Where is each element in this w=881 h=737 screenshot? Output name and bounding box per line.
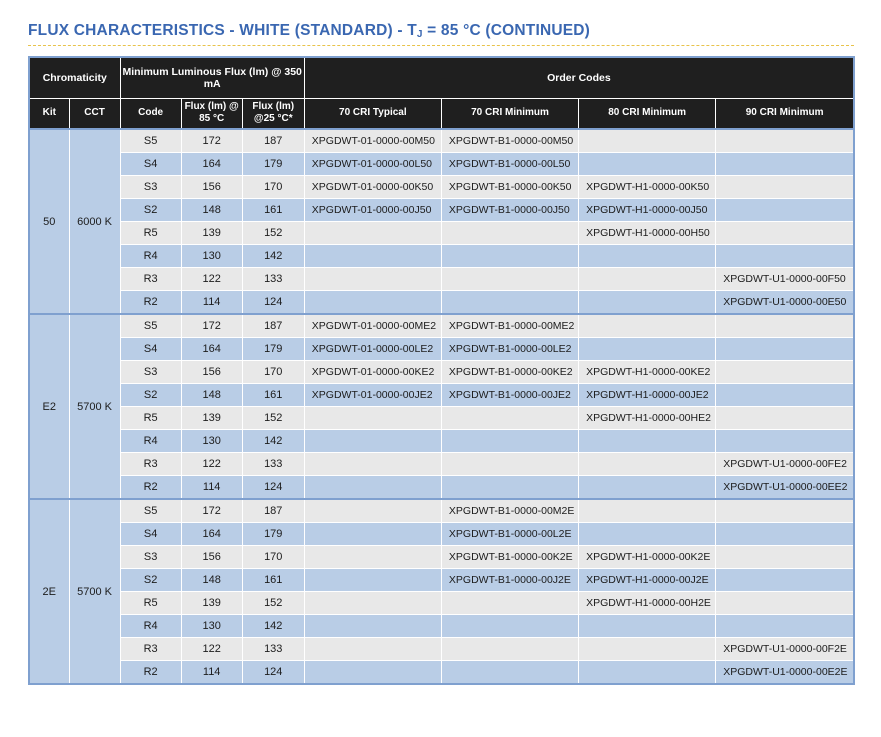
order-code-80-cri-minimum: XPGDWT-H1-0000-00H50 bbox=[579, 222, 716, 245]
flux-25-cell: 179 bbox=[242, 153, 304, 176]
order-code-90-cri-minimum bbox=[716, 176, 854, 199]
code-cell: R4 bbox=[120, 615, 181, 638]
order-code-70-cri-typical bbox=[304, 523, 441, 546]
order-code-80-cri-minimum bbox=[579, 268, 716, 291]
table-row bbox=[29, 314, 854, 338]
flux-25-cell: 124 bbox=[242, 661, 304, 685]
flux-25-cell: 170 bbox=[242, 546, 304, 569]
table-row bbox=[29, 338, 854, 361]
flux-table bbox=[28, 56, 855, 685]
flux-25-cell: 152 bbox=[242, 222, 304, 245]
flux-25-cell: 187 bbox=[242, 129, 304, 153]
order-code-80-cri-minimum bbox=[579, 129, 716, 153]
order-code-70-cri-minimum: XPGDWT-B1-0000-00J50 bbox=[441, 199, 578, 222]
flux-25-cell: 152 bbox=[242, 592, 304, 615]
order-code-80-cri-minimum: XPGDWT-H1-0000-00HE2 bbox=[579, 407, 716, 430]
order-code-90-cri-minimum bbox=[716, 384, 854, 407]
flux-85-cell: 172 bbox=[181, 129, 242, 153]
code-cell: S3 bbox=[120, 361, 181, 384]
order-code-70-cri-typical bbox=[304, 638, 441, 661]
flux-25-cell: 179 bbox=[242, 523, 304, 546]
code-cell: S4 bbox=[120, 523, 181, 546]
code-cell: S5 bbox=[120, 499, 181, 523]
table-row bbox=[29, 523, 854, 546]
flux-25-cell: 142 bbox=[242, 430, 304, 453]
order-code-70-cri-typical bbox=[304, 245, 441, 268]
header-min-flux: Minimum Luminous Flux (lm) @ 350 mA bbox=[120, 57, 304, 98]
cct-cell: 5700 K bbox=[69, 314, 120, 499]
order-code-90-cri-minimum bbox=[716, 407, 854, 430]
order-code-90-cri-minimum: XPGDWT-U1-0000-00FE2 bbox=[716, 453, 854, 476]
order-code-80-cri-minimum bbox=[579, 153, 716, 176]
table-row bbox=[29, 476, 854, 500]
order-code-80-cri-minimum: XPGDWT-H1-0000-00J2E bbox=[579, 569, 716, 592]
flux-85-cell: 114 bbox=[181, 661, 242, 685]
order-code-70-cri-minimum: XPGDWT-B1-0000-00LE2 bbox=[441, 338, 578, 361]
flux-25-cell: 170 bbox=[242, 176, 304, 199]
order-code-70-cri-typical bbox=[304, 546, 441, 569]
order-code-80-cri-minimum: XPGDWT-H1-0000-00J50 bbox=[579, 199, 716, 222]
title-subscript: J bbox=[416, 29, 423, 40]
table-row bbox=[29, 453, 854, 476]
flux-25-cell: 142 bbox=[242, 615, 304, 638]
order-code-70-cri-typical: XPGDWT-01-0000-00L50 bbox=[304, 153, 441, 176]
code-cell: R3 bbox=[120, 453, 181, 476]
order-code-70-cri-minimum: XPGDWT-B1-0000-00J2E bbox=[441, 569, 578, 592]
order-code-80-cri-minimum: XPGDWT-H1-0000-00JE2 bbox=[579, 384, 716, 407]
order-code-80-cri-minimum: XPGDWT-H1-0000-00KE2 bbox=[579, 361, 716, 384]
table-row bbox=[29, 361, 854, 384]
table-row bbox=[29, 176, 854, 199]
order-code-70-cri-typical bbox=[304, 592, 441, 615]
flux-85-cell: 139 bbox=[181, 407, 242, 430]
title-divider bbox=[28, 45, 854, 46]
table-row bbox=[29, 291, 854, 315]
order-code-70-cri-minimum: XPGDWT-B1-0000-00JE2 bbox=[441, 384, 578, 407]
order-code-70-cri-minimum bbox=[441, 430, 578, 453]
order-code-70-cri-typical: XPGDWT-01-0000-00K50 bbox=[304, 176, 441, 199]
header-code: Code bbox=[120, 98, 181, 129]
table-row bbox=[29, 268, 854, 291]
order-code-70-cri-typical bbox=[304, 499, 441, 523]
flux-85-cell: 156 bbox=[181, 176, 242, 199]
order-code-90-cri-minimum: XPGDWT-U1-0000-00F50 bbox=[716, 268, 854, 291]
flux-85-cell: 122 bbox=[181, 453, 242, 476]
kit-cell: 50 bbox=[29, 129, 69, 314]
order-code-70-cri-minimum: XPGDWT-B1-0000-00K2E bbox=[441, 546, 578, 569]
header-cct: CCT bbox=[69, 98, 120, 129]
order-code-80-cri-minimum bbox=[579, 638, 716, 661]
code-cell: R3 bbox=[120, 638, 181, 661]
flux-25-cell: 133 bbox=[242, 638, 304, 661]
flux-25-cell: 124 bbox=[242, 291, 304, 315]
flux-85-cell: 130 bbox=[181, 430, 242, 453]
order-code-70-cri-minimum bbox=[441, 638, 578, 661]
order-code-80-cri-minimum bbox=[579, 499, 716, 523]
table-row bbox=[29, 615, 854, 638]
order-code-70-cri-minimum bbox=[441, 453, 578, 476]
flux-85-cell: 164 bbox=[181, 523, 242, 546]
order-code-90-cri-minimum bbox=[716, 430, 854, 453]
table-row bbox=[29, 245, 854, 268]
table-body bbox=[29, 129, 854, 684]
kit-cell: E2 bbox=[29, 314, 69, 499]
flux-85-cell: 130 bbox=[181, 615, 242, 638]
flux-85-cell: 139 bbox=[181, 592, 242, 615]
table-row bbox=[29, 569, 854, 592]
order-code-90-cri-minimum bbox=[716, 615, 854, 638]
order-code-70-cri-typical bbox=[304, 268, 441, 291]
order-code-80-cri-minimum: XPGDWT-H1-0000-00K50 bbox=[579, 176, 716, 199]
flux-85-cell: 172 bbox=[181, 499, 242, 523]
order-code-80-cri-minimum bbox=[579, 453, 716, 476]
table-row bbox=[29, 430, 854, 453]
code-cell: S2 bbox=[120, 569, 181, 592]
order-code-70-cri-minimum bbox=[441, 476, 578, 500]
flux-25-cell: 179 bbox=[242, 338, 304, 361]
code-cell: S5 bbox=[120, 129, 181, 153]
order-code-70-cri-minimum bbox=[441, 245, 578, 268]
order-code-70-cri-typical: XPGDWT-01-0000-00KE2 bbox=[304, 361, 441, 384]
order-code-70-cri-typical bbox=[304, 291, 441, 315]
table-row bbox=[29, 661, 854, 685]
code-cell: R2 bbox=[120, 661, 181, 685]
order-code-90-cri-minimum bbox=[716, 153, 854, 176]
order-code-90-cri-minimum: XPGDWT-U1-0000-00E50 bbox=[716, 291, 854, 315]
header-80-cri-minimum: 80 CRI Minimum bbox=[579, 98, 716, 129]
flux-85-cell: 156 bbox=[181, 546, 242, 569]
code-cell: R4 bbox=[120, 430, 181, 453]
flux-25-cell: 161 bbox=[242, 199, 304, 222]
order-code-70-cri-typical: XPGDWT-01-0000-00JE2 bbox=[304, 384, 441, 407]
flux-25-cell: 152 bbox=[242, 407, 304, 430]
title-suffix: = 85 °C (CONTINUED) bbox=[422, 22, 591, 39]
order-code-90-cri-minimum bbox=[716, 523, 854, 546]
flux-85-cell: 130 bbox=[181, 245, 242, 268]
flux-25-cell: 170 bbox=[242, 361, 304, 384]
flux-85-cell: 164 bbox=[181, 338, 242, 361]
order-code-90-cri-minimum bbox=[716, 361, 854, 384]
order-code-80-cri-minimum bbox=[579, 523, 716, 546]
order-code-70-cri-minimum bbox=[441, 407, 578, 430]
table-row bbox=[29, 407, 854, 430]
order-code-70-cri-typical bbox=[304, 615, 441, 638]
code-cell: S4 bbox=[120, 338, 181, 361]
page-title bbox=[28, 22, 590, 40]
order-code-70-cri-minimum: XPGDWT-B1-0000-00M50 bbox=[441, 129, 578, 153]
order-code-70-cri-minimum bbox=[441, 661, 578, 685]
order-code-70-cri-minimum: XPGDWT-B1-0000-00ME2 bbox=[441, 314, 578, 338]
flux-85-cell: 122 bbox=[181, 268, 242, 291]
order-code-70-cri-minimum: XPGDWT-B1-0000-00M2E bbox=[441, 499, 578, 523]
order-code-70-cri-typical bbox=[304, 569, 441, 592]
flux-85-cell: 148 bbox=[181, 384, 242, 407]
code-cell: S4 bbox=[120, 153, 181, 176]
kit-cell: 2E bbox=[29, 499, 69, 684]
order-code-90-cri-minimum bbox=[716, 129, 854, 153]
flux-85-cell: 148 bbox=[181, 199, 242, 222]
header-flux-85: Flux (lm) @ 85 °C bbox=[181, 98, 242, 129]
code-cell: S3 bbox=[120, 546, 181, 569]
code-cell: S5 bbox=[120, 314, 181, 338]
order-code-70-cri-typical bbox=[304, 407, 441, 430]
title-prefix: FLUX CHARACTERISTICS - WHITE (STANDARD) - T bbox=[28, 22, 417, 39]
table-row bbox=[29, 129, 854, 153]
order-code-70-cri-minimum bbox=[441, 592, 578, 615]
flux-85-cell: 114 bbox=[181, 291, 242, 315]
order-code-70-cri-typical: XPGDWT-01-0000-00LE2 bbox=[304, 338, 441, 361]
order-code-90-cri-minimum bbox=[716, 314, 854, 338]
code-cell: R5 bbox=[120, 222, 181, 245]
flux-25-cell: 187 bbox=[242, 314, 304, 338]
flux-25-cell: 142 bbox=[242, 245, 304, 268]
order-code-70-cri-minimum: XPGDWT-B1-0000-00K50 bbox=[441, 176, 578, 199]
table-row bbox=[29, 199, 854, 222]
order-code-70-cri-minimum bbox=[441, 268, 578, 291]
flux-85-cell: 172 bbox=[181, 314, 242, 338]
order-code-70-cri-typical bbox=[304, 453, 441, 476]
header-90-cri-minimum: 90 CRI Minimum bbox=[716, 98, 854, 129]
table-row bbox=[29, 592, 854, 615]
cct-cell: 5700 K bbox=[69, 499, 120, 684]
order-code-70-cri-typical: XPGDWT-01-0000-00ME2 bbox=[304, 314, 441, 338]
code-cell: R4 bbox=[120, 245, 181, 268]
flux-85-cell: 148 bbox=[181, 569, 242, 592]
header-70-cri-typical: 70 CRI Typical bbox=[304, 98, 441, 129]
flux-85-cell: 139 bbox=[181, 222, 242, 245]
header-chromaticity: Chromaticity bbox=[29, 57, 120, 98]
order-code-90-cri-minimum bbox=[716, 592, 854, 615]
code-cell: S2 bbox=[120, 384, 181, 407]
order-code-80-cri-minimum bbox=[579, 615, 716, 638]
order-code-70-cri-typical bbox=[304, 222, 441, 245]
order-code-70-cri-typical: XPGDWT-01-0000-00M50 bbox=[304, 129, 441, 153]
flux-85-cell: 164 bbox=[181, 153, 242, 176]
order-code-70-cri-typical bbox=[304, 661, 441, 685]
code-cell: S3 bbox=[120, 176, 181, 199]
order-code-90-cri-minimum bbox=[716, 199, 854, 222]
table-row bbox=[29, 499, 854, 523]
header-order-codes: Order Codes bbox=[304, 57, 854, 98]
order-code-80-cri-minimum bbox=[579, 476, 716, 500]
table-row bbox=[29, 638, 854, 661]
order-code-70-cri-minimum: XPGDWT-B1-0000-00L50 bbox=[441, 153, 578, 176]
order-code-70-cri-minimum bbox=[441, 291, 578, 315]
order-code-70-cri-minimum bbox=[441, 222, 578, 245]
order-code-80-cri-minimum bbox=[579, 661, 716, 685]
code-cell: R2 bbox=[120, 476, 181, 500]
flux-25-cell: 124 bbox=[242, 476, 304, 500]
table-header bbox=[29, 57, 854, 129]
order-code-80-cri-minimum bbox=[579, 430, 716, 453]
order-code-90-cri-minimum: XPGDWT-U1-0000-00E2E bbox=[716, 661, 854, 685]
flux-25-cell: 187 bbox=[242, 499, 304, 523]
order-code-80-cri-minimum: XPGDWT-H1-0000-00H2E bbox=[579, 592, 716, 615]
order-code-80-cri-minimum: XPGDWT-H1-0000-00K2E bbox=[579, 546, 716, 569]
header-kit: Kit bbox=[29, 98, 69, 129]
code-cell: R3 bbox=[120, 268, 181, 291]
order-code-90-cri-minimum bbox=[716, 222, 854, 245]
order-code-90-cri-minimum bbox=[716, 546, 854, 569]
table-row bbox=[29, 546, 854, 569]
flux-85-cell: 156 bbox=[181, 361, 242, 384]
order-code-70-cri-minimum: XPGDWT-B1-0000-00L2E bbox=[441, 523, 578, 546]
flux-25-cell: 161 bbox=[242, 384, 304, 407]
order-code-80-cri-minimum bbox=[579, 291, 716, 315]
flux-25-cell: 161 bbox=[242, 569, 304, 592]
order-code-80-cri-minimum bbox=[579, 338, 716, 361]
order-code-70-cri-typical bbox=[304, 476, 441, 500]
order-code-90-cri-minimum bbox=[716, 569, 854, 592]
flux-85-cell: 122 bbox=[181, 638, 242, 661]
order-code-70-cri-minimum bbox=[441, 615, 578, 638]
code-cell: R5 bbox=[120, 407, 181, 430]
order-code-80-cri-minimum bbox=[579, 245, 716, 268]
flux-85-cell: 114 bbox=[181, 476, 242, 500]
order-code-90-cri-minimum bbox=[716, 338, 854, 361]
order-code-90-cri-minimum: XPGDWT-U1-0000-00EE2 bbox=[716, 476, 854, 500]
code-cell: S2 bbox=[120, 199, 181, 222]
order-code-90-cri-minimum bbox=[716, 245, 854, 268]
table-row bbox=[29, 153, 854, 176]
flux-25-cell: 133 bbox=[242, 453, 304, 476]
order-code-90-cri-minimum: XPGDWT-U1-0000-00F2E bbox=[716, 638, 854, 661]
code-cell: R5 bbox=[120, 592, 181, 615]
header-70-cri-minimum: 70 CRI Minimum bbox=[441, 98, 578, 129]
table-row bbox=[29, 384, 854, 407]
order-code-70-cri-typical bbox=[304, 430, 441, 453]
header-flux-25: Flux (lm) @25 °C* bbox=[242, 98, 304, 129]
order-code-70-cri-typical: XPGDWT-01-0000-00J50 bbox=[304, 199, 441, 222]
order-code-70-cri-minimum: XPGDWT-B1-0000-00KE2 bbox=[441, 361, 578, 384]
order-code-80-cri-minimum bbox=[579, 314, 716, 338]
flux-25-cell: 133 bbox=[242, 268, 304, 291]
cct-cell: 6000 K bbox=[69, 129, 120, 314]
table-row bbox=[29, 222, 854, 245]
code-cell: R2 bbox=[120, 291, 181, 315]
order-code-90-cri-minimum bbox=[716, 499, 854, 523]
